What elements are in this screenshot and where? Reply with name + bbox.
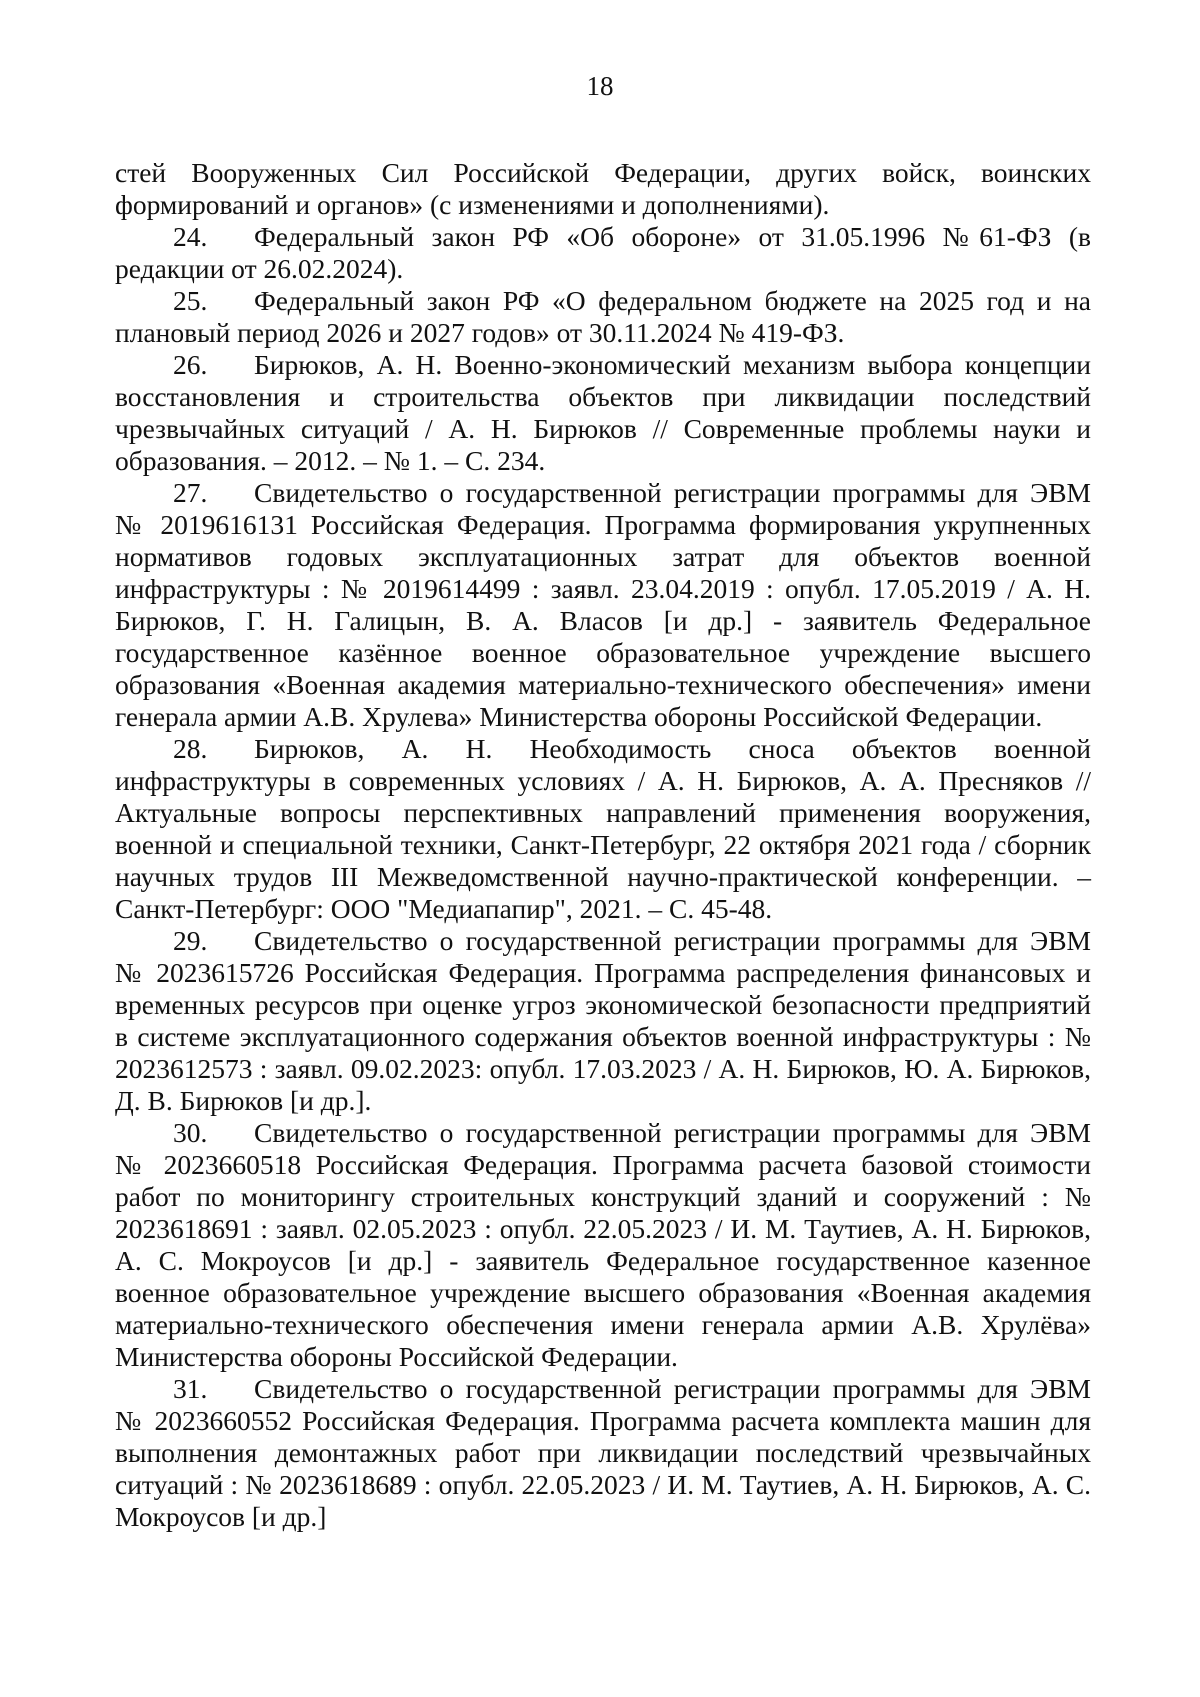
reference-text: Бирюков, А. Н. Необходимость сноса объектов военной инфраструктуры в современных условиях / А. Н. Бирюков, А. А. Пресняков // Актуальные вопросы перспективных направлений применения вооружения, военной и специальной техники, Санкт-Петербург, 22 октября 2021 года / сборник научных трудов III Межведомственной научно-практической конференции. – Санкт-Петербург: ООО "Медиапапир", 2021. – С. 45-48. <box>115 733 1091 924</box>
reference-number: 25. <box>173 285 208 316</box>
reference-text: Свидетельство о государственной регистрации программы для ЭВМ № 2023615726 Российская Федерация. Программа распределения финансовых и временных ресурсов при оценке угроз экономической безопасности предприятий в системе эксплуатационного содержания объектов военной инфраструктуры : № 2023612573 : заявл. 09.02.2023: опубл. 17.03.2023 / А. Н. Бирюков, Ю. А. Бирюков, Д. В. Бирюков [и др.]. <box>115 925 1091 1116</box>
reference-item-24 <box>115 221 1091 285</box>
reference-text: Федеральный закон РФ «О федеральном бюджете на 2025 год и на плановый период 2026 и 2027 годов» от 30.11.2024 № 419-ФЗ. <box>115 285 1091 348</box>
reference-item-25 <box>115 285 1091 349</box>
reference-text: Свидетельство о государственной регистрации программы для ЭВМ № 2023660552 Российская Федерация. Программа расчета комплекта машин для выполнения демонтажных работ при ликвидации последствий чрезвычайных ситуаций : № 2023618689 : опубл. 22.05.2023 / И. М. Таутиев, А. Н. Бирюков, А. С. Мокроусов [и др.] <box>115 1373 1091 1532</box>
reference-item-28 <box>115 733 1091 925</box>
reference-list <box>115 157 1091 1533</box>
reference-number: 29. <box>173 925 208 956</box>
reference-number: 26. <box>173 349 208 380</box>
page-number: 18 <box>586 71 614 101</box>
reference-item-31 <box>115 1373 1091 1533</box>
reference-number: 31. <box>173 1373 208 1404</box>
reference-text: Свидетельство о государственной регистрации программы для ЭВМ № 2019616131 Российская Федерация. Программа формирования укрупненных нормативов годовых эксплуатационных затрат для объектов военной инфраструктуры : № 2019614499 : заявл. 23.04.2019 : опубл. 17.05.2019 / А. Н. Бирюков, Г. Н. Галицын, В. А. Власов [и др.] - заявитель Федеральное государственное казённое военное образовательное учреждение высшего образования «Военная академия материально-технического обеспечения» имени генерала армии А.В. Хрулева» Министерства обороны Российской Федерации. <box>115 477 1091 732</box>
reference-item-26 <box>115 349 1091 477</box>
reference-item-30 <box>115 1117 1091 1373</box>
reference-text: Свидетельство о государственной регистрации программы для ЭВМ № 2023660518 Российская Федерация. Программа расчета базовой стоимости работ по мониторингу строительных конструкций зданий и сооружений : № 2023618691 : заявл. 02.05.2023 : опубл. 22.05.2023 / И. М. Таутиев, А. Н. Бирюков, А. С. Мокроусов [и др.] - заявитель Федеральное государственное казенное военное образовательное учреждение высшего образования «Военная академия материально-технического обеспечения имени генерала армии А.В. Хрулёва» Министерства обороны Российской Федерации. <box>115 1117 1091 1372</box>
reference-text: Бирюков, А. Н. Военно-экономический механизм выбора концепции восстановления и строительства объектов при ликвидации последствий чрезвычайных ситуаций / А. Н. Бирюков // Современные проблемы науки и образования. – 2012. – № 1. – С. 234. <box>115 349 1091 476</box>
reference-number: 30. <box>173 1117 208 1148</box>
reference-continuation: стей Вооруженных Сил Российской Федерации, других войск, воинских формирований и органов» (с изменениями и дополнениями). <box>115 157 1091 220</box>
reference-item-29 <box>115 925 1091 1117</box>
reference-text: Федеральный закон РФ «Об обороне» от 31.05.1996 №61-ФЗ (в редакции от 26.02.2024). <box>115 221 1091 284</box>
reference-item-27 <box>115 477 1091 733</box>
reference-number: 28. <box>173 733 208 764</box>
reference-number: 24. <box>173 221 208 252</box>
reference-number: 27. <box>173 477 208 508</box>
